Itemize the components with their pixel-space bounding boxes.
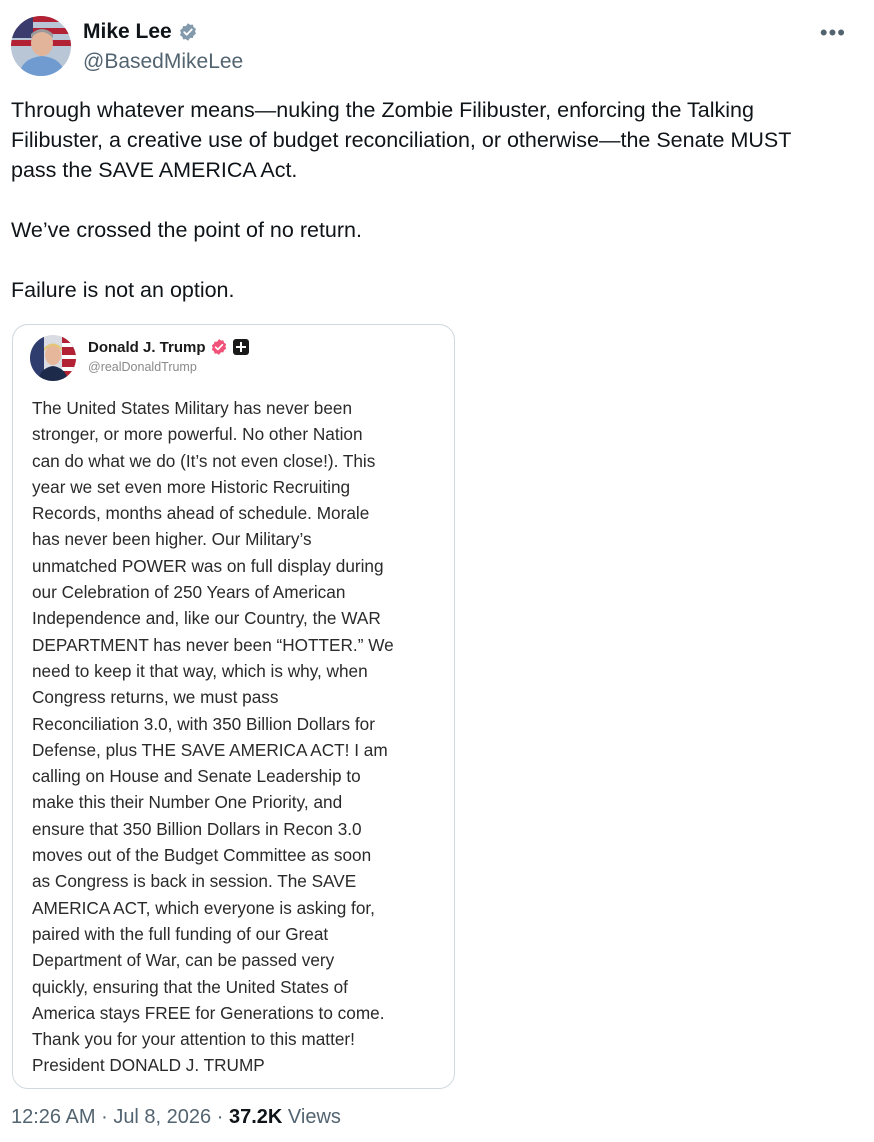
views-label: Views — [287, 1106, 341, 1128]
quoted-author-name-text: Donald J. Trump — [88, 338, 206, 356]
tweet-timestamp[interactable]: 12:26 AM — [11, 1106, 96, 1128]
verified-badge-icon — [210, 338, 228, 356]
author-name-text: Mike Lee — [83, 20, 172, 43]
plus-badge-icon — [232, 338, 250, 356]
quoted-author-name — [88, 338, 250, 356]
views-count: 37.2K — [228, 1106, 283, 1128]
tweet-date[interactable]: Jul 8, 2026 — [113, 1106, 212, 1128]
meta-separator: · — [101, 1106, 108, 1128]
quoted-post-image[interactable] — [12, 324, 455, 1089]
tweet-metadata — [11, 1106, 341, 1129]
author-avatar[interactable] — [11, 16, 71, 76]
quoted-author-handle: @realDonaldTrump — [88, 360, 197, 374]
quoted-author-avatar — [30, 335, 76, 381]
author-handle[interactable]: @BasedMikeLee — [83, 50, 244, 73]
more-options-icon[interactable]: ••• — [819, 20, 846, 45]
tweet-text: Through whatever means—nuking the Zombie Filibuster, enforcing the Talking Filibuster, a creative use of budget reconciliation, or otherwise—the Senate MUST pass the SAVE AMERICA Act. We’ve crossed the point of no return. Failure is not an option. — [11, 98, 792, 302]
meta-separator: · — [216, 1106, 224, 1128]
author-name[interactable] — [83, 20, 198, 44]
verified-badge-icon — [178, 22, 198, 42]
quoted-post-text: The United States Military has never been stronger, or more powerful. No other Nation can do what we do (It’s not even close!). This year we set even more Historic Recruiting Records, months ahead of schedule. Morale has never been higher. Our Military’s unmatched POWER was on full display during our Celebration of 250 Years of American Independence and, like our Country, the WAR DEPARTMENT has never been “HOTTER.” We need to keep it that way, which is why, when Congress returns, we must pass Reconciliation 3.0, with 350 Billion Dollars for Defense, plus THE SAVE AMERICA ACT! I am calling on House and Senate Leadership to make this their Number One Priority, and ensure that 350 Billion Dollars in Recon 3.0 moves out of the Budget Committee as soon as Congress is back in session. The SAVE AMERICA ACT, which everyone is asking for, paired with the full funding of our Great Department of War, can be passed very quickly, ensuring that the United States of America stays FREE for Generations to come. Thank you for your attention to this matter! President DONALD J. TRUMP — [32, 398, 394, 1076]
